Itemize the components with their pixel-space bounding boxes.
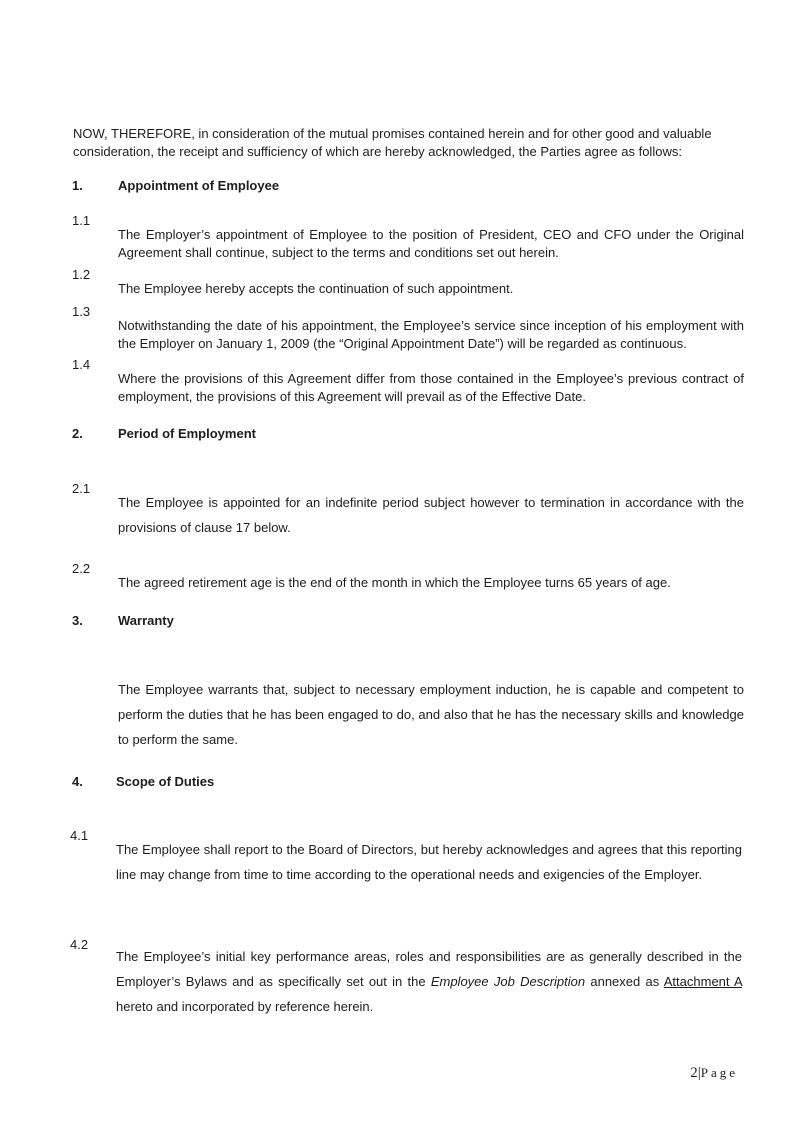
clause-4-1-number: 4.1	[70, 828, 89, 843]
attachment-a-reference: Attachment A	[663, 974, 743, 989]
page-separator: |	[697, 1065, 701, 1081]
section-1-title: Appointment of Employee	[118, 178, 280, 193]
clause-4-1-text: The Employee shall report to the Board of Directors, but hereby acknowledges and agrees that this reporting line may change from time to time according to the operational needs and exigencies of the Employer.	[116, 842, 742, 882]
section-4-title: Scope of Duties	[116, 774, 215, 789]
clause-1-3-number: 1.3	[72, 304, 91, 319]
section-1-number: 1.	[72, 178, 83, 193]
clause-4-2-text	[116, 944, 742, 1019]
clause-1-2-text: The Employee hereby accepts the continuation of such appointment.	[118, 281, 514, 296]
section-4-number: 4.	[72, 774, 83, 789]
clause-1-3-text: Notwithstanding the date of his appointment, the Employee’s service since inception of his employment with the Employer on January 1, 2009 (the “Original Appointment Date”) will be regarded as continuous.	[118, 318, 744, 351]
clause-1-4-text: Where the provisions of this Agreement differ from those contained in the Employee’s previous contract of employment, the provisions of this Agreement will prevail as of the Effective Date.	[118, 371, 744, 404]
clause-4-2-text-a: The Employee’s initial key performance areas, roles and responsibilities are as generally described in the Employer’s Bylaws and as specifically set out in the	[116, 949, 742, 989]
clause-4-2-text-c: hereto and incorporated by reference herein.	[116, 999, 374, 1014]
section-3-title: Warranty	[118, 613, 174, 628]
job-description-title: Employee Job Description	[430, 974, 586, 989]
clause-4-2-number: 4.2	[70, 937, 89, 952]
page-footer	[690, 1065, 738, 1082]
page-label: Page	[700, 1065, 738, 1080]
section-2-title: Period of Employment	[118, 426, 256, 441]
clause-2-1-number: 2.1	[72, 481, 91, 496]
section-3-number: 3.	[72, 613, 83, 628]
clause-1-2-number: 1.2	[72, 267, 91, 282]
clause-2-1-text: The Employee is appointed for an indefinite period subject however to termination in accordance with the provisions of clause 17 below.	[118, 495, 744, 535]
clause-2-2-number: 2.2	[72, 561, 91, 576]
section-2-number: 2.	[72, 426, 83, 441]
clause-1-4-number: 1.4	[72, 357, 91, 372]
clause-4-2-text-b: annexed as	[585, 974, 664, 989]
clause-2-2-text: The agreed retirement age is the end of the month in which the Employee turns 65 years of age.	[118, 575, 671, 590]
warranty-text: The Employee warrants that, subject to necessary employment induction, he is capable and competent to perform the duties that he has been engaged to do, and also that he has the necessary skills and knowledge to perform the same.	[118, 682, 744, 747]
clause-1-1-number: 1.1	[72, 213, 91, 228]
clause-1-1-text: The Employer’s appointment of Employee to the position of President, CEO and CFO under the Original Agreement shall continue, subject to the terms and conditions set out herein.	[118, 227, 744, 260]
intro-paragraph: NOW, THEREFORE, in consideration of the mutual promises contained herein and for other good and valuable consideration, the receipt and sufficiency of which are hereby acknowledged, the Parties agree as follows:	[73, 126, 712, 159]
page-number: 2	[690, 1065, 698, 1081]
